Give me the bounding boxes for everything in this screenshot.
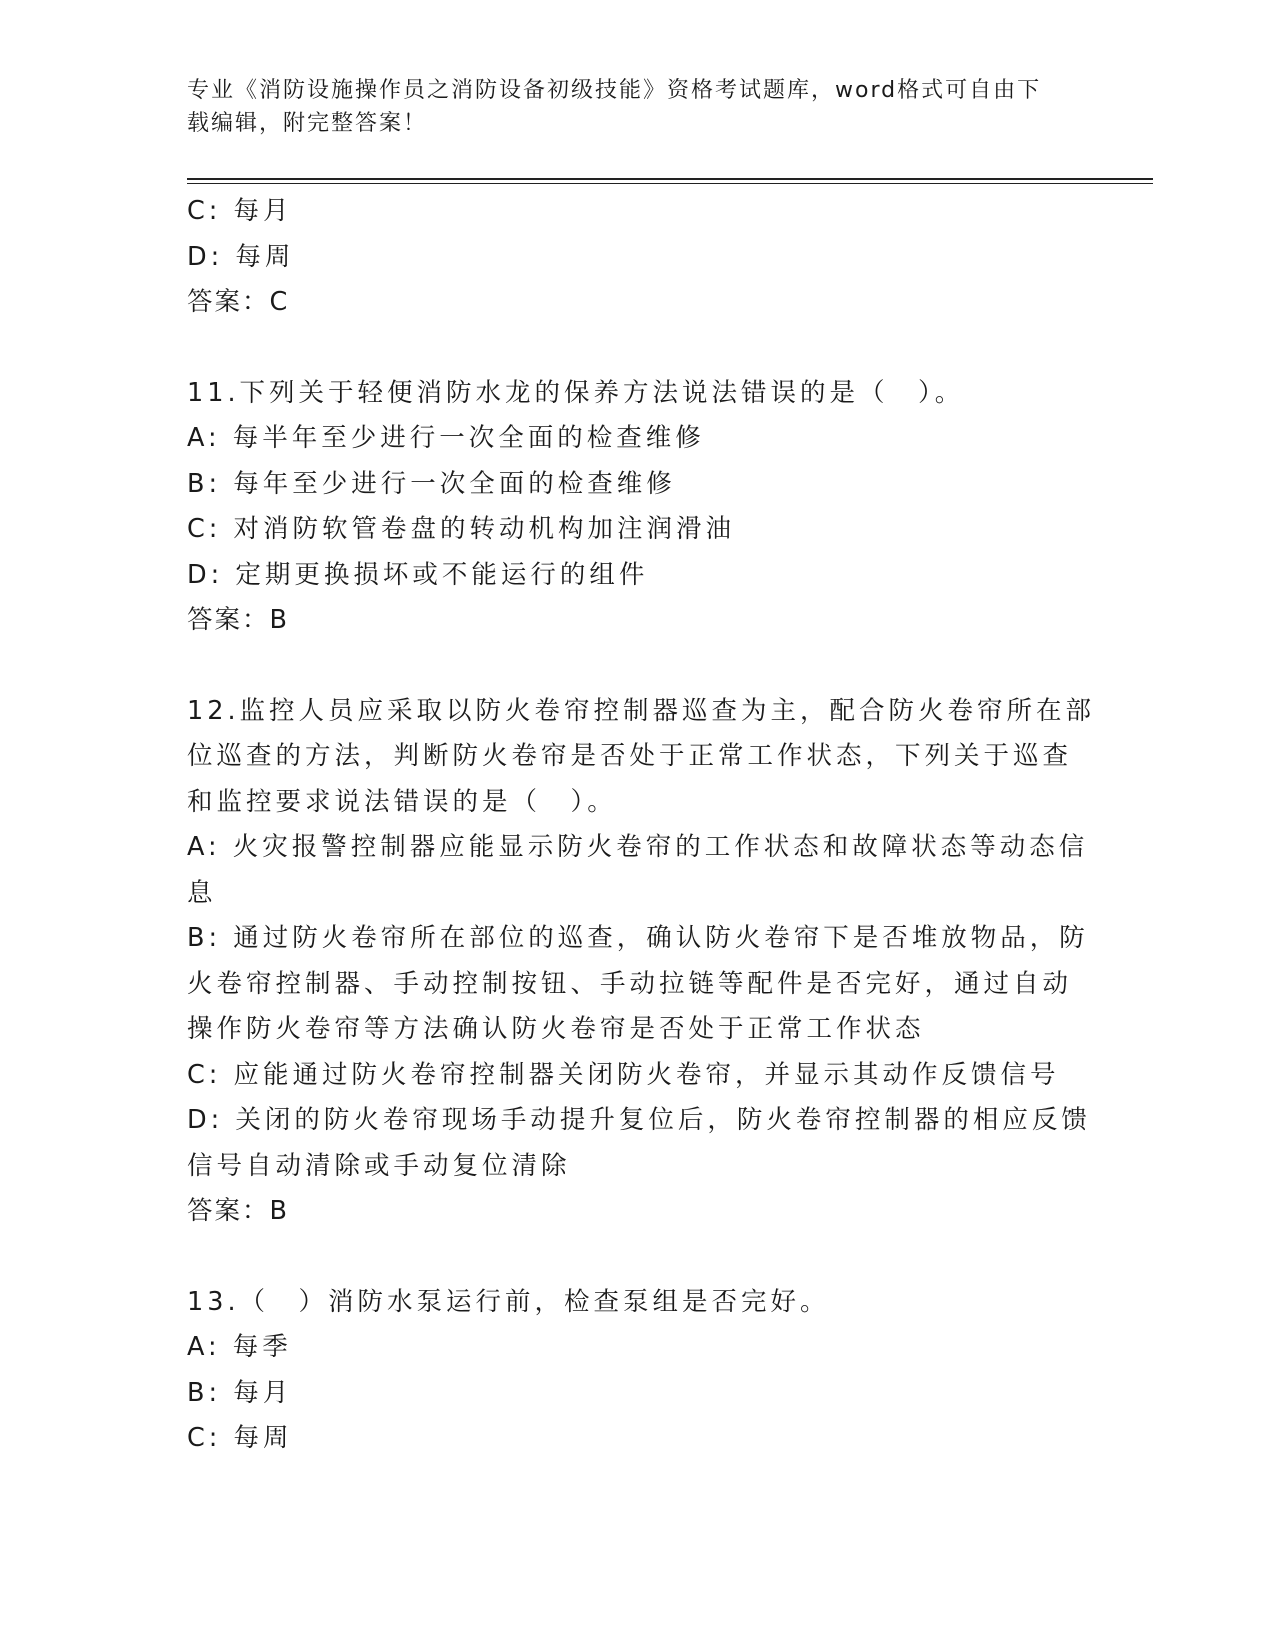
option-c: C: 每周 (187, 1423, 293, 1453)
option-d: D: 定期更换损坏或不能运行的组件 (187, 559, 649, 590)
option-b: B: 每月 (187, 1377, 293, 1408)
question-11 (187, 371, 1087, 644)
option-b-line: 操作防火卷帘等方法确认防火卷帘是否处于正常工作状态 (187, 1014, 925, 1044)
question-stem-line: 12.监控人员应采取以防火卷帘控制器巡查为主，配合防火卷帘所在部 (187, 695, 1096, 726)
answer: 答案：B (187, 1196, 289, 1226)
document-header (187, 74, 1067, 140)
header-line-2: 载编辑，附完整答案！ (187, 111, 428, 136)
option-a-line: 息 (187, 877, 217, 908)
option-b-line: B: 通过防火卷帘所在部位的巡查，确认防火卷帘下是否堆放物品，防 (187, 923, 1089, 953)
option-d: D: 每周 (187, 241, 295, 272)
option-b-line: 火卷帘控制器、手动控制按钮、手动拉链等配件是否完好，通过自动 (187, 968, 1073, 999)
question-10-tail (187, 189, 1087, 326)
header-divider-thin (187, 183, 1153, 184)
question-stem: 13.（ ）消防水泵运行前，检查泵组是否完好。 (187, 1286, 830, 1317)
answer: 答案：C (187, 287, 290, 317)
header-divider-thick (187, 178, 1153, 180)
option-b: B: 每年至少进行一次全面的检查维修 (187, 468, 676, 499)
option-c: C: 应能通过防火卷帘控制器关闭防火卷帘，并显示其动作反馈信号 (187, 1059, 1060, 1090)
option-c: C: 对消防软管卷盘的转动机构加注润滑油 (187, 514, 736, 544)
option-a: A: 每季 (187, 1332, 292, 1362)
question-12 (187, 689, 1096, 1235)
header-line-1: 专业《消防设施操作员之消防设备初级技能》资格考试题库，word格式可自由下 (187, 78, 1042, 103)
answer: 答案：B (187, 605, 289, 635)
option-c: C: 每月 (187, 196, 293, 226)
question-stem-line: 位巡查的方法，判断防火卷帘是否处于正常工作状态，下列关于巡查 (187, 741, 1073, 771)
question-stem-line: 和监控要求说法错误的是（ ）。 (187, 786, 617, 817)
document-body (187, 189, 1096, 1462)
option-d-line: 信号自动清除或手动复位清除 (187, 1150, 571, 1181)
option-a: A: 每半年至少进行一次全面的检查维修 (187, 423, 705, 453)
option-d-line: D: 关闭的防火卷帘现场手动提升复位后，防火卷帘控制器的相应反馈 (187, 1105, 1091, 1135)
question-stem: 11.下列关于轻便消防水龙的保养方法说法错误的是（ ）。 (187, 377, 965, 408)
option-a-line: A: 火灾报警控制器应能显示防火卷帘的工作状态和故障状态等动态信 (187, 832, 1089, 862)
question-13 (187, 1280, 1087, 1462)
